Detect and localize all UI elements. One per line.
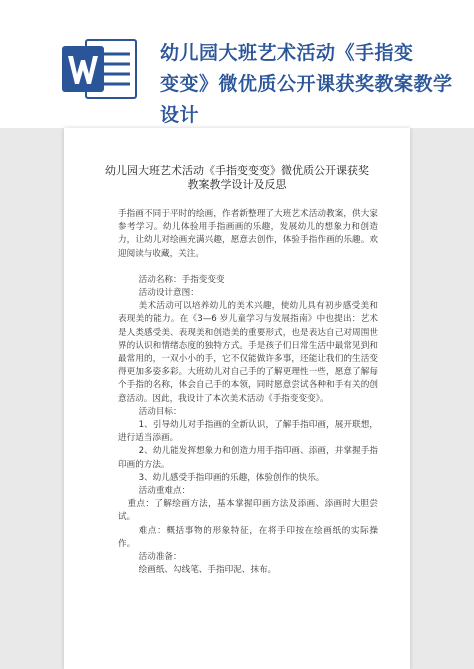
keypoint-heading: 活动重难点： (138, 486, 191, 497)
prep-text: 绘画纸、勾线笔、手指印泥、抹布。 (138, 565, 277, 576)
goal-item-1: 1、引导幼儿对手指画的全新认识，了解手指印画，展开联想，进行适当添画。 (118, 420, 378, 444)
goals-heading: 活动目标： (138, 406, 182, 417)
document-title (84, 164, 390, 192)
header-banner (0, 0, 474, 128)
word-document-icon (60, 38, 140, 100)
document-page (64, 128, 410, 669)
activity-name: 活动名称：手指变变变 (138, 274, 225, 285)
document-title-line-2: 教案教学设计及反思 (187, 178, 287, 191)
page-title-line-1: 幼儿园大班艺术活动《手指变 (160, 42, 414, 64)
prep-heading: 活动准备： (138, 552, 182, 563)
goal-item-2: 2、幼儿能发挥想象力和创造力用手指印画、添画，并掌握手指印画的方法。 (118, 446, 378, 470)
keypoint-text: 重点：了解绘画方法，基本掌握印画方法及添画、添画时大胆尝试。 (118, 499, 378, 523)
intro-paragraph: 手指画不同于平时的绘画，作者新整理了大班艺术活动教案，供大家参考学习。幼儿体验用手指画画的乐趣，发展幼儿的想象力和创造力，让幼儿对绘画充满兴趣，愿意去创作，体验手指作画的乐趣。欢迎阅读与收藏，关注。 (118, 209, 378, 259)
design-paragraph: 美术活动可以培养幼儿的美术兴趣，使幼儿具有初步感受美和表现美的能力。在《3—6 岁儿童学习与发展指南》中也提出：艺术是人类感受美、表现美和创造美的重要形式，也是表达自己对周围世界的认识和情绪态度的独特方式。手是孩子们日常生活中最常见到和最常用的，一双小小的手，它不仅能做许多事，还能让我们的生活变得更加多姿多彩。大班幼儿对自己手的了解更理性一些，愿意了解每个手指的名称，体会自己手的本领，同时愿意尝试各种和手有关的创意活动。因此，我设计了本次美术活动《手指变变变》。 (118, 301, 378, 404)
document-body (118, 208, 378, 577)
goal-item-3: 3、幼儿感受手指印画的乐趣，体验创作的快乐。 (138, 472, 325, 483)
page-title (160, 38, 470, 131)
page-title-line-2: 变变》微优质公开课获奖教案教学设计 (160, 73, 453, 126)
difficulty-text: 难点：概括事物的形象特征，在将手印按在绘画纸的实际操作。 (118, 525, 378, 549)
document-title-line-1: 幼儿园大班艺术活动《手指变变变》微优质公开课获奖 (105, 164, 369, 177)
design-heading: 活动设计意图： (138, 288, 199, 299)
